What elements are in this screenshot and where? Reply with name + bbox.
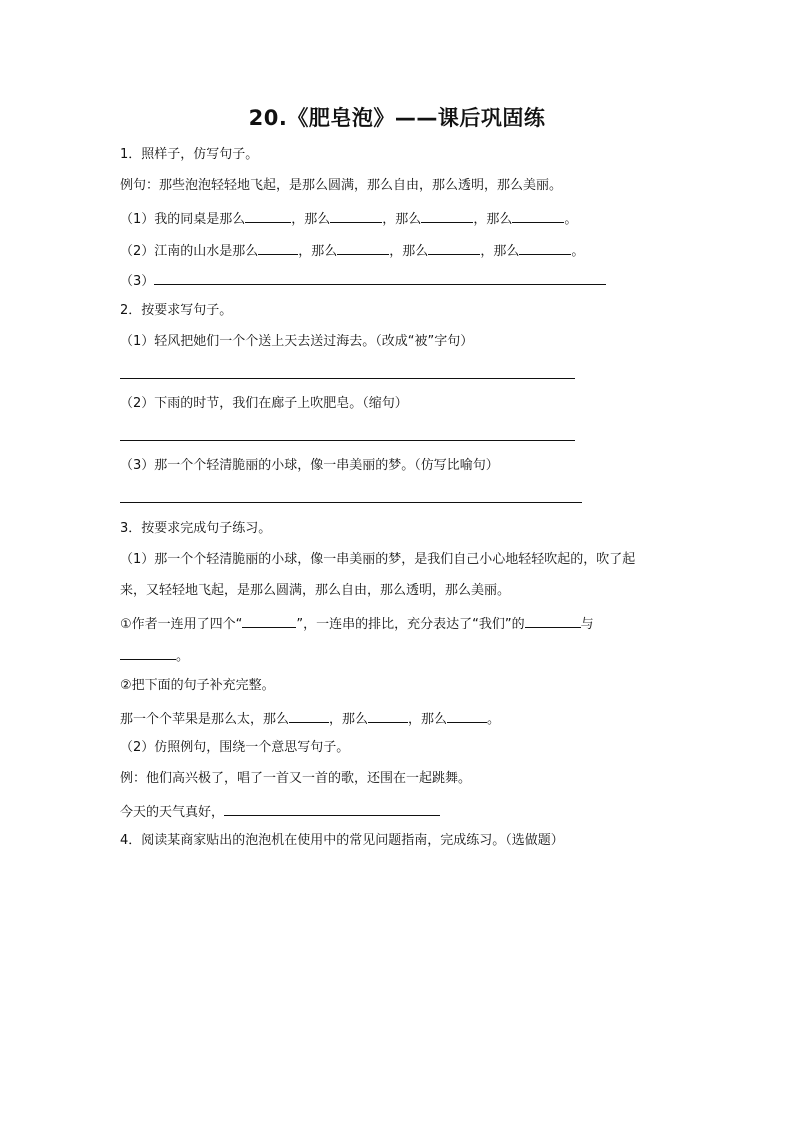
q1-item-2-sep: ，那么 bbox=[298, 244, 338, 259]
q3-sub-1-continued bbox=[120, 645, 189, 666]
q3-sub-1-text: ”，一连串的排比，充分表达了“我们”的 bbox=[296, 617, 525, 632]
answer-blank[interactable] bbox=[120, 645, 176, 660]
answer-blank[interactable] bbox=[428, 240, 480, 255]
q3-passage-line-2: 来，又轻轻地飞起，是那么圆满，那么自由，那么透明，那么美丽。 bbox=[120, 583, 511, 598]
weather-prefix: 今天的天气真好， bbox=[120, 805, 225, 820]
q1-example: 例句：那些泡泡轻轻地飞起，是那么圆满，那么自由，那么透明，那么美丽。 bbox=[120, 178, 563, 193]
answer-blank[interactable] bbox=[258, 240, 298, 255]
answer-blank[interactable] bbox=[368, 708, 408, 723]
page-title: 20.《肥皂泡》——课后巩固练 bbox=[248, 106, 546, 130]
q2-heading: 2．按要求写句子。 bbox=[120, 303, 233, 318]
answer-line[interactable] bbox=[120, 502, 582, 503]
q3-example-2: 例：他们高兴极了，唱了一首又一首的歌，还围在一起跳舞。 bbox=[120, 771, 472, 786]
answer-blank[interactable] bbox=[242, 613, 296, 628]
answer-blank[interactable] bbox=[519, 240, 571, 255]
q3-sub-2: ②把下面的句子补充完整。 bbox=[120, 678, 275, 693]
q3-sub-1-text: ①作者一连用了四个“ bbox=[120, 617, 243, 632]
answer-line[interactable] bbox=[120, 440, 575, 441]
q2-item-2: （2）下雨的时节，我们在廊子上吹肥皂。（缩句） bbox=[120, 396, 408, 411]
q3-part-2: （2）仿照例句，围绕一个意思写句子。 bbox=[120, 740, 350, 755]
q1-item-1-sep: ，那么 bbox=[291, 212, 331, 227]
q1-item-1-sep: ，那么 bbox=[473, 212, 513, 227]
answer-blank[interactable] bbox=[154, 270, 606, 285]
q1-item-3 bbox=[120, 270, 606, 291]
answer-blank[interactable] bbox=[330, 208, 382, 223]
q1-item-1-end: 。 bbox=[564, 212, 578, 227]
q3-heading: 3．按要求完成句子练习。 bbox=[120, 521, 272, 536]
q1-item-1-prefix: （1）我的同桌是那么 bbox=[120, 212, 246, 227]
q1-item-3-prefix: （3） bbox=[120, 274, 155, 289]
q1-item-2 bbox=[120, 240, 584, 261]
q1-item-2-end: 。 bbox=[571, 244, 585, 259]
answer-blank[interactable] bbox=[337, 240, 389, 255]
q3-sub-1-text: 与 bbox=[580, 617, 594, 632]
q1-item-1 bbox=[120, 208, 577, 229]
answer-blank[interactable] bbox=[525, 613, 581, 628]
apple-prefix: 那一个个苹果是那么太，那么 bbox=[120, 712, 290, 727]
answer-blank[interactable] bbox=[224, 801, 440, 816]
answer-blank[interactable] bbox=[447, 708, 487, 723]
answer-blank[interactable] bbox=[512, 208, 564, 223]
q1-item-2-sep: ，那么 bbox=[480, 244, 520, 259]
q1-item-2-sep: ，那么 bbox=[389, 244, 429, 259]
q1-heading: 1．照样子，仿写句子。 bbox=[120, 147, 259, 162]
q1-item-2-prefix: （2）江南的山水是那么 bbox=[120, 244, 259, 259]
q3-weather-sentence bbox=[120, 801, 440, 822]
q2-item-1: （1）轻风把她们一个个送上天去送过海去。（改成“被”字句） bbox=[120, 334, 474, 349]
answer-blank[interactable] bbox=[245, 208, 291, 223]
q3-passage-line-1: （1）那一个个轻清脆丽的小球，像一串美丽的梦，是我们自己小心地轻轻吹起的，吹了起 bbox=[120, 552, 636, 567]
q2-item-3: （3）那一个个轻清脆丽的小球，像一串美丽的梦。（仿写比喻句） bbox=[120, 458, 499, 473]
apple-sep: ，那么 bbox=[408, 712, 448, 727]
q3-sub-1 bbox=[120, 613, 594, 634]
answer-line[interactable] bbox=[120, 378, 575, 379]
apple-end: 。 bbox=[487, 712, 501, 727]
answer-blank[interactable] bbox=[421, 208, 473, 223]
q4-heading: 4．阅读某商家贴出的泡泡机在使用中的常见问题指南，完成练习。（选做题） bbox=[120, 833, 564, 848]
apple-sep: ，那么 bbox=[329, 712, 369, 727]
q1-item-1-sep: ，那么 bbox=[382, 212, 422, 227]
answer-blank[interactable] bbox=[289, 708, 329, 723]
q3-apple-sentence bbox=[120, 708, 500, 729]
q3-sub-1-end: 。 bbox=[176, 649, 190, 664]
